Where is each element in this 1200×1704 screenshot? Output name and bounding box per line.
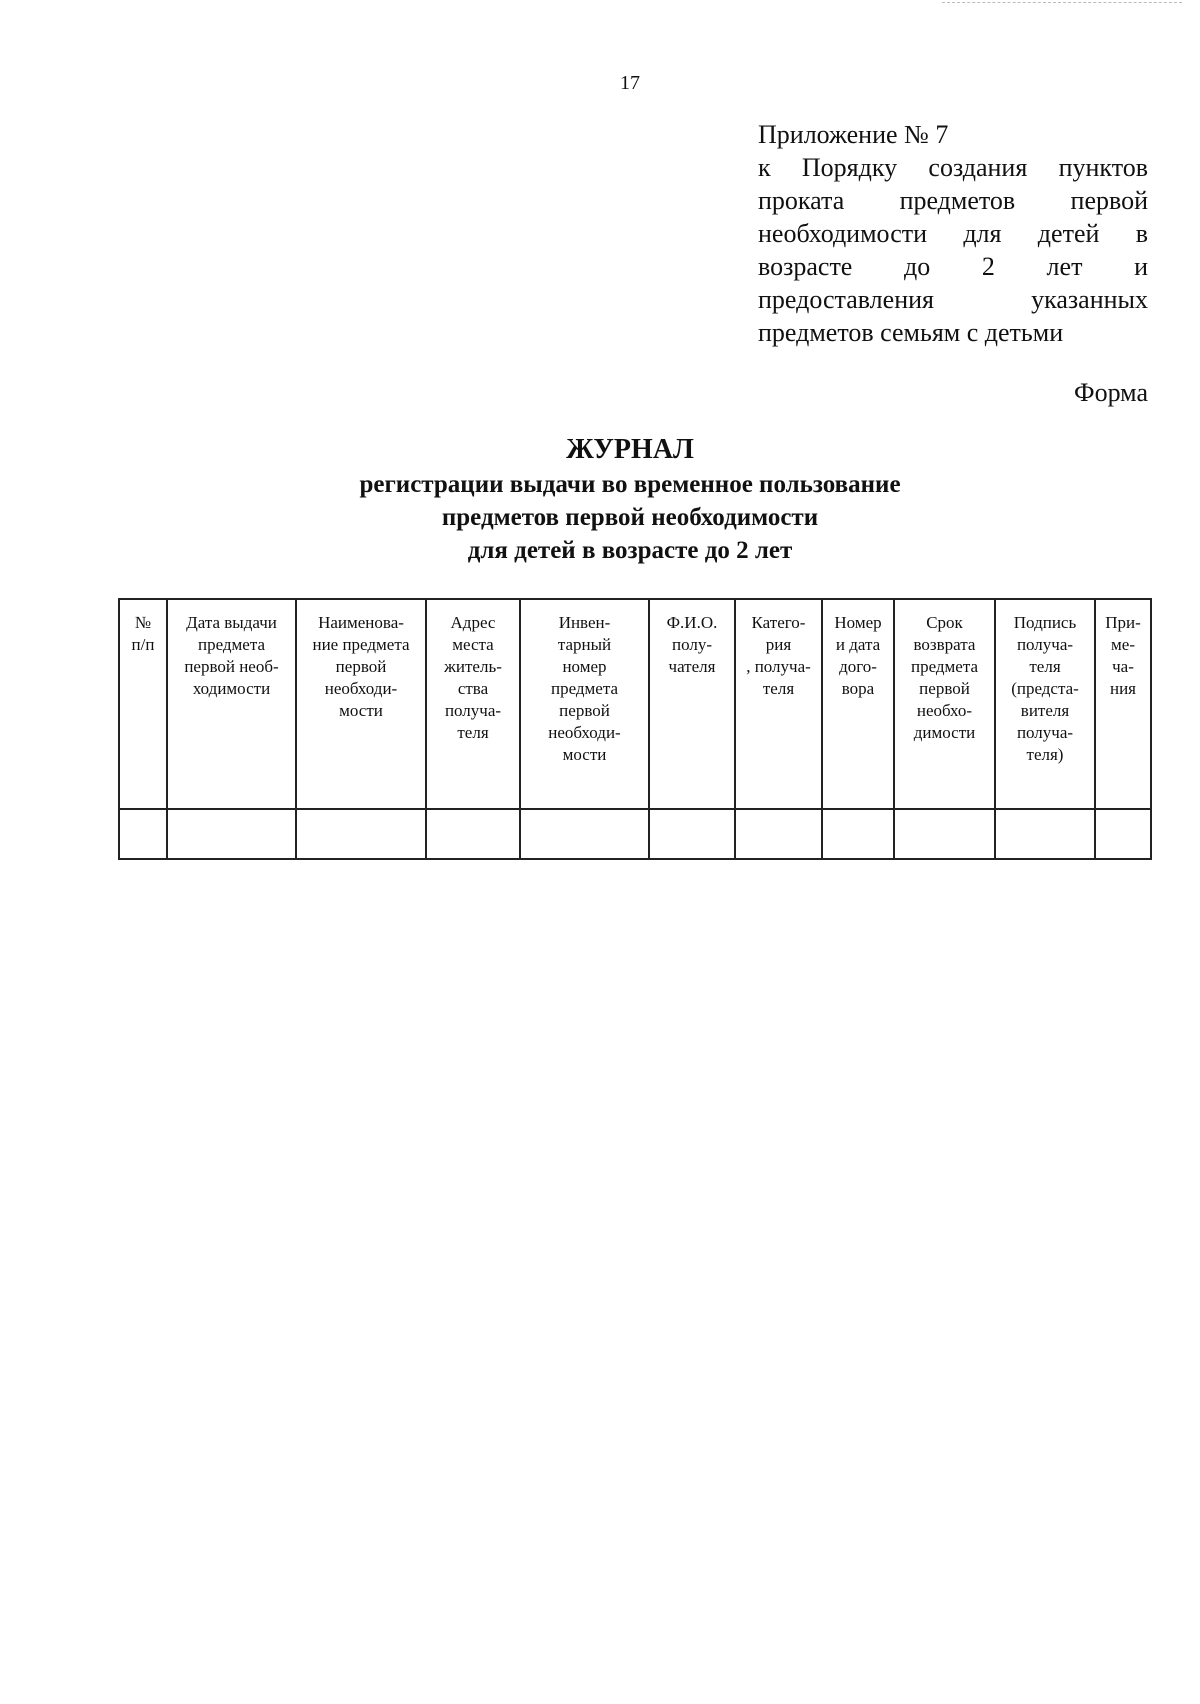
table-cell	[1095, 809, 1151, 859]
table-cell	[426, 809, 520, 859]
column-header-line: необхо-	[916, 701, 973, 720]
column-header-line: Ф.И.О.	[666, 613, 718, 632]
form-label: Форма	[1074, 378, 1148, 407]
column-header-line: рия	[765, 635, 792, 654]
table-cell	[822, 809, 894, 859]
column-header	[822, 599, 894, 809]
column-header-line: необходи-	[548, 723, 621, 742]
appendix-line: проката предметов первой	[758, 186, 1148, 215]
column-header-line: ча-	[1112, 657, 1134, 676]
column-header	[995, 599, 1095, 809]
column-header-line: вителя	[1020, 701, 1070, 720]
column-header-line: теля	[762, 679, 795, 698]
column-header-line: Катего-	[751, 613, 806, 632]
column-header-line: ме-	[1111, 635, 1135, 654]
column-header-line: дого-	[839, 657, 877, 676]
column-header-line: мости	[562, 745, 607, 764]
appendix-line: Приложение № 7	[758, 120, 949, 149]
column-header-line: полу-	[671, 635, 713, 654]
title-line: для детей в возрасте до 2 лет	[467, 537, 793, 564]
column-header-line: Срок	[926, 613, 963, 632]
column-header	[649, 599, 735, 809]
column-header	[520, 599, 649, 809]
column-header	[735, 599, 822, 809]
table-header-row	[119, 599, 1151, 809]
table-cell	[296, 809, 426, 859]
column-header-line: предмета	[550, 679, 619, 698]
column-header-line: теля	[1029, 657, 1061, 676]
column-header	[894, 599, 995, 809]
table-row	[119, 809, 1151, 859]
title-line: предметов первой необходимости	[441, 504, 819, 531]
column-header-line: предмета	[197, 635, 266, 654]
column-header-line: ния	[1109, 679, 1136, 698]
column-header-line: первой	[335, 657, 387, 676]
column-header-line: житель-	[444, 657, 502, 676]
column-header-line: тарный	[557, 635, 612, 654]
column-header-line: п/п	[131, 635, 155, 654]
column-header-line: Подпись	[1013, 613, 1077, 632]
appendix-line: возрасте до 2 лет и	[758, 252, 1148, 281]
column-header-line: , получа-	[746, 657, 811, 676]
column-header	[167, 599, 296, 809]
table-cell	[167, 809, 296, 859]
column-header-line: получа-	[1016, 635, 1074, 654]
table-body	[119, 809, 1151, 859]
column-header-line: теля)	[1026, 745, 1064, 764]
column-header-line: предмета	[910, 657, 979, 676]
appendix-line: необходимости для детей в	[758, 219, 1148, 248]
appendix-line: к Порядку создания пунктов	[758, 153, 1148, 182]
table-cell	[894, 809, 995, 859]
appendix-line: предметов семьям с детьми	[758, 318, 1064, 347]
column-header-line: необходи-	[324, 679, 398, 698]
column-header-line: Номер	[834, 613, 882, 632]
column-header-line: первой необ-	[184, 657, 279, 676]
column-header-line: получа-	[1016, 723, 1074, 742]
column-header-line: Дата выдачи	[186, 613, 277, 632]
column-header-line: чателя	[668, 657, 716, 676]
column-header-line: ства	[457, 679, 489, 698]
column-header-line: номер	[562, 657, 607, 676]
column-header-line: первой	[919, 679, 970, 698]
journal-table	[118, 598, 1152, 860]
column-header-line: и дата	[835, 635, 881, 654]
column-header-line: первой	[559, 701, 610, 720]
column-header	[119, 599, 167, 809]
scan-edge-mark	[942, 2, 1182, 5]
table-cell	[995, 809, 1095, 859]
column-header-line: димости	[913, 723, 976, 742]
column-header-line: Наименова-	[318, 613, 404, 632]
table-cell	[119, 809, 167, 859]
title-main: ЖУРНАЛ	[566, 434, 694, 465]
column-header	[1095, 599, 1151, 809]
table-cell	[649, 809, 735, 859]
column-header-line: ние предмета	[312, 635, 410, 654]
column-header-line: Адрес	[450, 613, 496, 632]
column-header-line: №	[134, 613, 152, 632]
column-header-line: получа-	[444, 701, 502, 720]
column-header-line: (предста-	[1011, 679, 1079, 698]
title-line: регистрации выдачи во временное пользование	[359, 471, 901, 498]
table-cell	[520, 809, 649, 859]
column-header-line: места	[452, 635, 494, 654]
column-header-line: Инвен-	[558, 613, 611, 632]
column-header-line: вора	[841, 679, 875, 698]
table-cell	[735, 809, 822, 859]
column-header-line: возврата	[913, 635, 976, 654]
column-header-line: теля	[457, 723, 489, 742]
column-header-line: При-	[1105, 613, 1141, 632]
column-header	[426, 599, 520, 809]
document-title	[0, 432, 1200, 567]
column-header-line: мости	[339, 701, 383, 720]
appendix-reference	[758, 118, 1148, 349]
page-number: 17	[620, 72, 640, 94]
column-header	[296, 599, 426, 809]
column-header-line: ходимости	[192, 679, 271, 698]
appendix-line: предоставления указанных	[758, 285, 1148, 314]
